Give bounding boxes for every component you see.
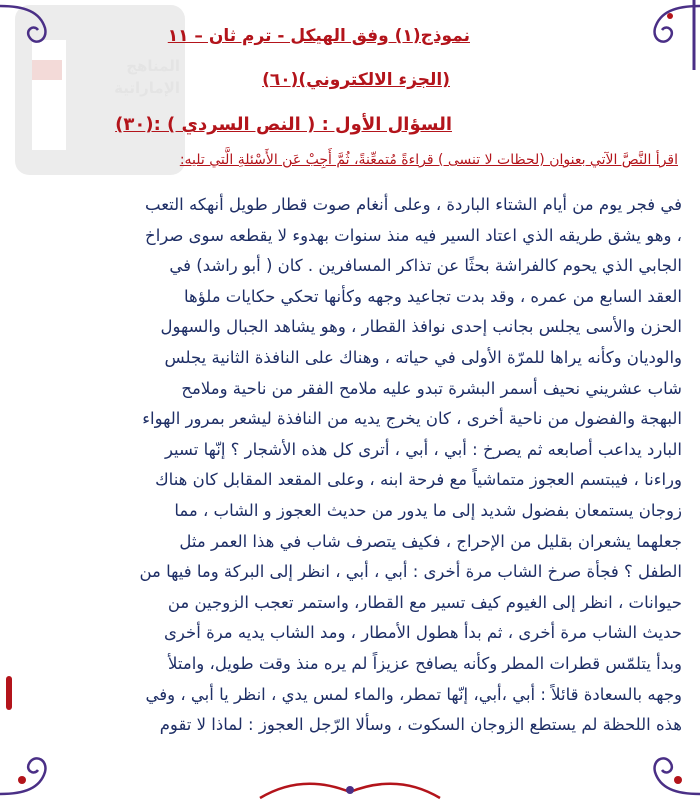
watermark-line2: الإماراتية <box>114 79 180 97</box>
watermark-line1: المناهج <box>126 57 180 75</box>
model-heading: نموذج(١) وفق الهيكل - ترم ثان – ١١ <box>167 26 470 46</box>
passage-line: شاب عشريني نحيف أسمر البشرة تبدو عليه ملامح الفقر من ناحية وملامح <box>181 378 682 398</box>
passage-line: والوديان وكأنه يراها للمرّة الأولى في حياته ، وهناك على النافذة الثانية يجلس <box>164 347 682 367</box>
passage-line: وبدأ يتلمّس قطرات المطر وكأنه يصافح عزيزاً لم يره منذ وقت طويل، وامتلأ <box>168 653 682 673</box>
part-heading: (الجزء الالكتروني)(٦٠) <box>262 70 450 90</box>
passage-line: جعلهما يشعران بقليل من الإحراج ، فكيف يتصرف شاب في هذا العمر مثل <box>179 531 682 551</box>
passage-line: الجابي الذي يحوم كالفراشة بحثًا عن تذاكر المسافرين . كان ( أبو راشد) في <box>169 256 682 276</box>
passage-line: العقد السابع من عمره ، وقد بدت تجاعيد وجهه وكأنها تحكي حكايات ملؤها <box>183 286 682 306</box>
corner-ornament-top-left <box>0 0 70 70</box>
watermark-text <box>70 55 180 99</box>
passage-line: حيوانات ، انظر إلى الغيوم كيف تسير مع القطار، واستمر تعجب الزوجين من <box>167 592 682 612</box>
question-heading: السؤال الأول : ( النص السردي ) :(٣٠) <box>115 114 452 135</box>
corner-ornament-top-right <box>630 0 700 70</box>
margin-mark <box>6 676 12 710</box>
passage-line: الحزن والأسى يجلس بجانب إحدى نوافذ القطار ، وهو يشاهد الجبال والسهول <box>160 317 682 337</box>
instruction-line: اقرأ النَّصَّ الآتي بعنوان (لحظات لا تنسى ) قراءةً مُتمعِّنةً، ثُمَّ أَجِبْ عَن الأَسْئلةِ الَّتي تليه: <box>179 152 678 168</box>
narrative-passage <box>18 190 682 741</box>
passage-line: في فجر يوم من أيام الشتاء الباردة ، وعلى أنغام صوت قطار طويل أنهكه التعب <box>145 195 682 214</box>
passage-line: حديث الشاب مرة أخرى ، ثم بدأ هطول الأمطار ، ومد الشاب يديه مرة أخرى <box>164 623 682 643</box>
passage-line: هذه اللحظة لم يستطع الزوجان السكوت ، وسألا الرّجل العجوز : لماذا لا تقوم <box>159 715 682 735</box>
passage-line: الطفل ؟ فجأة صرخ الشاب مرة أخرى : أبي ، أبي ، انظر إلى البركة وما فيها من <box>139 562 682 582</box>
bottom-center-ornament <box>250 770 450 800</box>
passage-line: ، وهو يشق طريقه الذي اعتاد السير فيه منذ سنوات بهدوء لا يقطعه سوى صراخ <box>145 225 682 245</box>
passage-line: وراءنا ، فيبتسم العجوز متماشياً مع فرحة ابنه ، وعلى المقعد المقابل كان هناك <box>155 470 682 490</box>
passage-line: زوجان يستمعان بفضول شديد إلى ما يدور من حديث العجوز و الشاب ، مما <box>174 500 682 520</box>
passage-line: وجهه بالسعادة قائلاً : أبي ،أبي، إنّها تمطر، والماء لمس يدي ، انظر يا أبي ، وفي <box>145 684 682 704</box>
passage-line: البارد يداعب أصابعه ثم يصرخ : أبي ، أبي ، أترى كل هذه الأشجار ؟ إنّها تسير <box>164 439 682 459</box>
passage-line: البهجة والفضول من ناحية أخرى ، كان يخرج يديه من النافذة ليشعر بمرور الهواء <box>142 409 682 429</box>
